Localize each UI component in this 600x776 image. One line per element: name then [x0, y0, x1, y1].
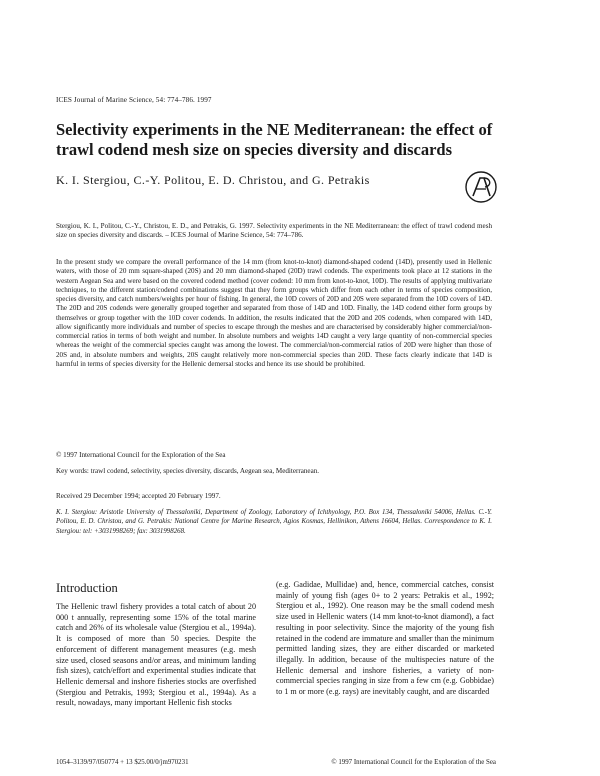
article-authors: K. I. Stergiou, C.-Y. Politou, E. D. Christou, and G. Petrakis: [56, 173, 370, 187]
abstract: In the present study we compare the overall performance of the 14 mm (from knot-to-knot) diamond-shaped codend (14D), presently used in Hellenic waters, with those of 20 mm square-shaped (20S) and 20 mm diamond-shaped (20D) trawl codends. The experiments took place at 12 stations in the western Aegean Sea and were based on the covered codend method (cover codend: 10 mm from knot-to-knot, 10D). The results of applying multivariate techniques, to the different station/codend combinations suggest that they form groups which differ from each other in terms of species composition, species diversity, and catch numbers/weights per hour of fishing. In general, the 10D covers of 20D and 20S were separated from the 10D covers of 14D. The 20D and 20S codends were generally grouped together and separated from those of 14D and 10D. Finally, the 14D codend either form groups by themselves or group together with the 10D cover codends. In addition, the results indicated that the 20D and 20S codends, when compared with 14D, allow significantly more individuals and number of species to escape through the meshes and are characterised by considerably higher commercial/non-commercial ratios in terms of both weight and number. In absolute numbers and weights 14D caught a very large quantity of non-commercial species whereas the weight of the commercial species caught was among the lowest. The commercial/non-commercial ratios of 20D were higher than those of 20S and, in absolute numbers and weights, 20S caught relatively more non-commercial species than 20D. These facts clearly indicate that 14D is harmful in terms of species diversity for the Hellenic demersal stocks and hence its use should be prohibited.: [56, 258, 492, 368]
footer-issn: 1054–3139/97/050774 + 13 $25.00/0/jm970231: [56, 759, 189, 766]
abstract-copyright: © 1997 International Council for the Exploration of the Sea: [56, 451, 226, 459]
citation: Stergiou, K. I., Politou, C.-Y., Christou, E. D., and Petrakis, G. 1997. Selectivity experiments in the NE Mediterranean: the effect of trawl codend mesh size on species diversity and discards. – ICES Journal of Marine Science, 54: 774–786.: [56, 222, 492, 240]
academic-press-logo-icon: [464, 170, 498, 204]
author-affiliation: K. I. Stergiou: Aristotle University of Thessaloniki, Department of Zoology, Laboratory of Ichthyology, P.O. Box 134, Thessaloniki 54006, Hellas. C.-Y. Politou, E. D. Christou, and G. Petrakis: National Centre for Marine Research, Agios Kosmas, Hellinikon, Athens 16604, Hellas. Correspondence to K. I. Stergiou: tel: +3031998269; fax: 3031998268.: [56, 509, 492, 535]
introduction-column-2: (e.g. Gadidae, Mullidae) and, hence, commercial catches, consist mainly of young fish (ages 0+ to 2 years: Petrakis et al., 1992; Stergiou et al., 1992). One reason may be the small codend mesh size used in Hellenic waters (14 mm knot-to-knot diamond), a fact resulting in poor selectivity. Since the majority of the young fish retained in the codend are immature and smaller than the minimum permitted landing sizes, they are either discarded or marketed illegally. In addition, because of the multispecies nature of the Hellenic demersal and inshore fisheries, a variety of non-commercial species ranging in size from a few cm (e.g. Gobbidae) to 1 m or more (e.g. rays) are inevitably caught, and are discarded: [276, 580, 494, 697]
footer-copyright: © 1997 International Council for the Exploration of the Sea: [331, 759, 496, 766]
keywords: Key words: trawl codend, selectivity, species diversity, discards, Aegean sea, Mediterranean.: [56, 467, 320, 475]
introduction-heading: Introduction: [56, 581, 118, 595]
received-dates: Received 29 December 1994; accepted 20 February 1997.: [56, 492, 221, 500]
introduction-column-1: The Hellenic trawl fishery provides a total catch of about 20 000 t annually, representing some 15% of the total marine catch and 26% of its wholesale value (Stergiou et al., 1994a). It is composed of more than 50 species. Despite the enforcement of different management measures (e.g. mesh size used, closed seasons and/or areas, and minimum landing fish sizes), catch/effort and experimental studies indicate that Hellenic demersal and inshore fisheries stocks are overfished (Stergiou and Petrakis, 1993; Stergiou et al., 1994a). As a result, nowadays, many important Hellenic fish stocks: [56, 602, 256, 708]
article-title: Selectivity experiments in the NE Mediterranean: the effect of trawl codend mesh size on species diversity and discards: [56, 120, 493, 159]
journal-header: ICES Journal of Marine Science, 54: 774–786. 1997: [56, 96, 212, 104]
